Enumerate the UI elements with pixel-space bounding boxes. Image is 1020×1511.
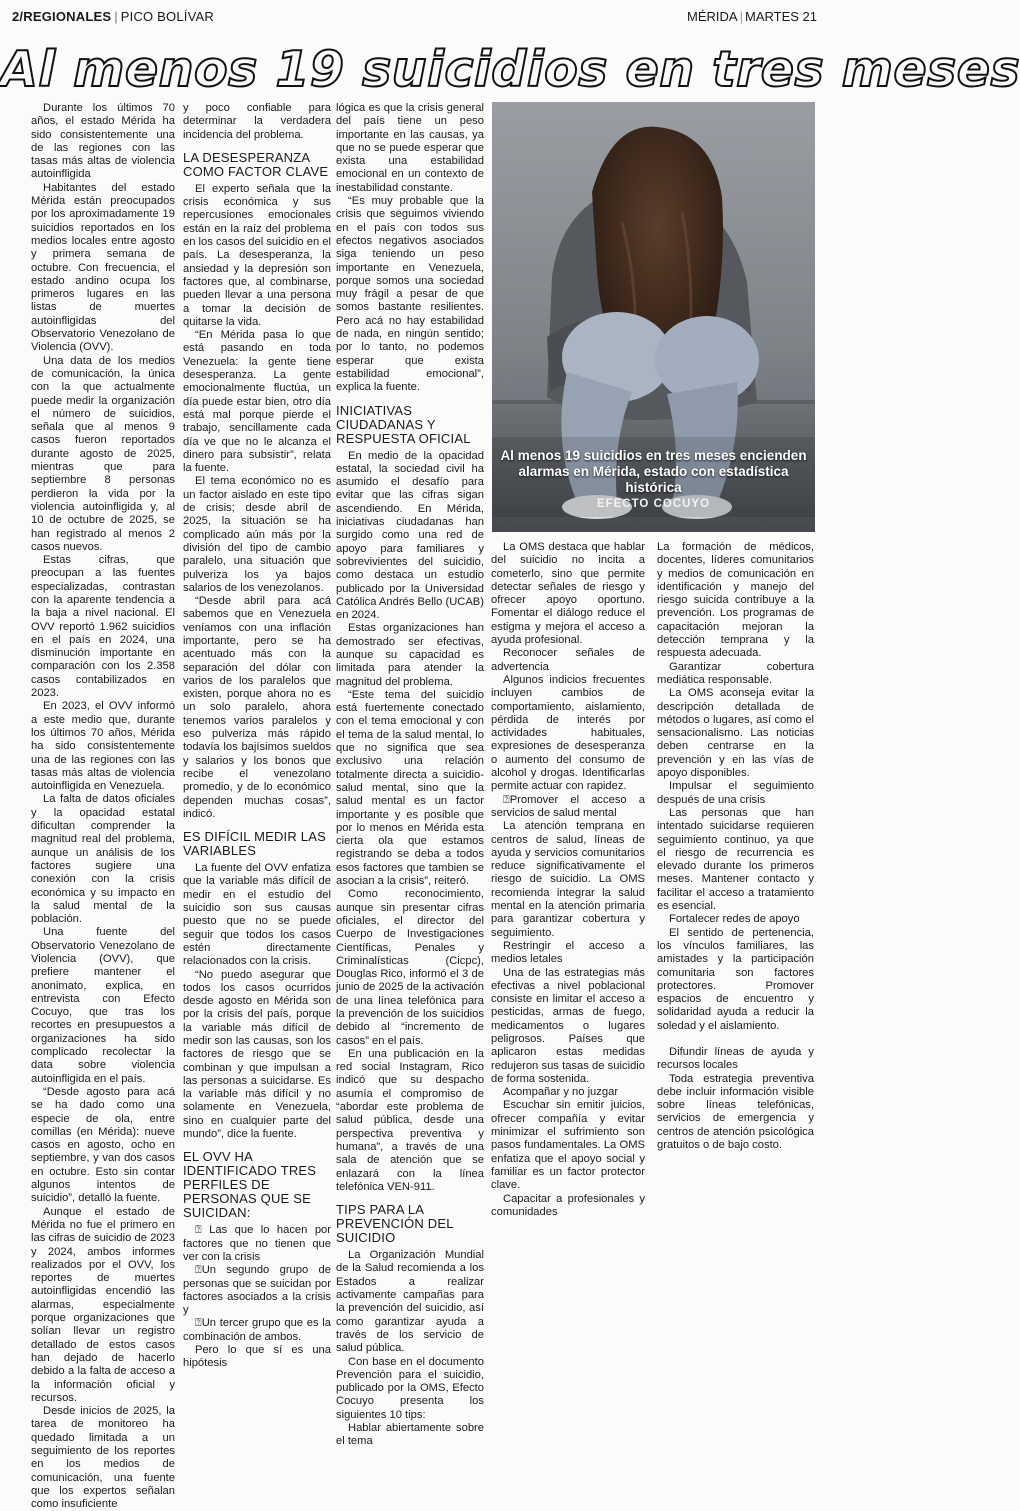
- article-photo: [492, 102, 815, 532]
- paragraph: “No puedo asegurar que todos los casos ocurridos desde agosto en Mérida son por la crisis del país, porque la variable más difícil de medir son las causas, son los factores de riesgo que se combinan y que impulsan a las personas a suicidarse. Es la variable más difícil y no solamente en Venezuela, sino en cualquier parte del mundo”, dice la fuente.: [183, 968, 331, 1141]
- paragraph: Toda estrategia preventiva debe incluir información visible sobre líneas telefónicas, servicios de emergencia y centros de atención psicológica gratuitos o de bajo costo.: [657, 1072, 814, 1152]
- article-column-5: [657, 541, 814, 1152]
- header-date: MARTES 21: [744, 9, 817, 24]
- paragraph: Las personas que han intentado suicidarse requieren seguimiento continuo, ya que el riesgo de recurrencia es elevado durante los primeros meses. Mantener contacto y facilitar el acceso a tratamiento es esencial.: [657, 806, 814, 913]
- paragraph: La OMS destaca que hablar del suicidio no incita a cometerlo, sino que permite detectar señales de riesgo y ofrecer apoyo oportuno. Fomentar el diálogo reduce el estigma y mejora el acceso a ayuda profesional.: [491, 541, 645, 647]
- section-heading: TIPS PARA LA PREVENCIÓN DEL SUICIDIO: [336, 1202, 454, 1246]
- paragraph: Habitantes del estado Mérida están preocupados por los aproximadamente 19 suicidios reportados en los medios locales entre agosto y primera semana de octubre. Con frecuencia, el estado andino ocupa los primeros lugares en las listas de muertes autoinfligidas del Observatorio Venezolano de Violencia (OVV).: [31, 181, 175, 354]
- paragraph: Hablar abiertamente sobre el tema: [336, 1422, 484, 1448]
- paragraph: lógica es que la crisis general del país tiene un peso importante en las causas, ya que no se puede esperar que exista una estabilidad emocional en un contexto de inestabilidad constante.: [336, 102, 484, 194]
- tip-heading: Garantizar cobertura mediática responsable.: [657, 660, 814, 686]
- photo-credit: EFECTO COCUYO: [596, 498, 711, 510]
- paragraph: En una publicación en la red social Instagram, Rico indicó que su despacho asumía el compromiso de “abordar este problema de salud pública, desde una perspectiva preventiva y humana”, a través de una sala de atención que se enlazará con la línea telefónica VEN-911.: [336, 1047, 484, 1193]
- paragraph: Aunque el estado de Mérida no fue el primero en las cifras de suicidio de 2023 y 2024, ambos informes realizados por el OVV, los reportes de muertes autoinfligidas encendió las alarmas, especialmente porque organizaciones que solían llevar un registro detallado de estos casos han dejado de hacerlo debido a la falta de acceso a la información oficial y recursos.: [31, 1205, 175, 1404]
- paragraph: “Es muy probable que la crisis que seguimos viviendo en el país con todos sus efectos negativos asociados siga teniendo un peso importante en Venezuela, porque somos una sociedad muy frágil a pesar de que somos bastante resilientes. Pero acá no hay estabilidad de nada, en ningún sentido; por lo tanto, no podemos esperar que exista estabilidad emocional”, explica la fuente.: [336, 195, 484, 394]
- paragraph: En medio de la opacidad estatal, la sociedad civil ha asumido el desafío para evitar que las cifras sigan ascendiendo. En Mérida, iniciativas ciudadanas han surgido como una red de apoyo para familiares y sobrevivientes del suicidio, como destaca un estudio publicado por la Universidad Católica Andrés Bello (UCAB) en 2024.: [336, 449, 484, 622]
- page-header: [0, 0, 843, 28]
- paragraph: La falta de datos oficiales y la opacidad estatal dificultan comprender la magnitud real del problema, aunque un análisis de los factores sugiere una conexión con la crisis económica y su impacto en la salud mental de la población.: [31, 793, 175, 926]
- photo-caption: Al menos 19 suicidios en tres meses encienden alarmas en Mérida, estado con estadística histórica: [500, 448, 807, 495]
- section-heading: EL OVV HA IDENTIFICADO TRES PERFILES DE PERSONAS QUE SE SUICIDAN:: [183, 1149, 317, 1221]
- paragraph: Estas cifras, que preocupan a las fuentes especializadas, contrastan con la aparente tendencia a la baja a nivel nacional. El OVV reportó 1.962 suicidios en el país en 2024, una disminución importante en comparación con los 2.358 casos contabilizados en 2023.: [31, 554, 175, 700]
- section-heading: INICIATIVAS CIUDADANAS Y RESPUESTA OFICIAL: [336, 402, 471, 446]
- list-item: ⍰Un tercer grupo que es la combinación de ambos.: [183, 1317, 331, 1343]
- paragraph: Una data de los medios de comunicación, la única con la que actualmente puede medir la organización el número de suicidios, señala que al menos 9 casos fueron reportados durante agosto de 2025, mientras que para septiembre 8 personas perdieron la vida por la violencia autoinfligida y, al 10 de octubre de 2025, se han registrado al menos 2 casos nuevos.: [31, 354, 175, 553]
- date-separator: |: [739, 9, 743, 24]
- tip-heading: ⍰Promover el acceso a servicios de salud mental: [491, 793, 645, 819]
- spacer: [657, 1033, 814, 1046]
- section-label: 2/REGIONALES: [12, 9, 112, 24]
- article-column-2: [183, 102, 331, 1371]
- paragraph: Desde inicios de 2025, la tarea de monitoreo ha quedado limitada a un seguimiento de los reportes en los medios de comunicación, una fuente que los expertos señalan como insuficiente: [31, 1405, 175, 1511]
- paragraph: La formación de médicos, docentes, líderes comunitarios y medios de comunicación en identificación y manejo del riesgo suicida contribuye a la prevención. Los programas de capacitación mejoran la detección temprana y la respuesta adecuada.: [657, 541, 814, 660]
- paragraph: La Organización Mundial de la Salud recomienda a los Estados a realizar activamente campañas para la prevención del suicidio, así como garantizar ayuda a través de los servicio de salud pública.: [336, 1249, 484, 1355]
- paragraph: “Desde agosto para acá se ha dado como una especie de ola, entre comillas (en Mérida): nueve casos en agosto, ocho en septiembre, y van dos casos en octubre. Esto sin contar algunos intentos de suicidio”, detalló la fuente.: [31, 1085, 175, 1205]
- tip-heading: Fortalecer redes de apoyo: [669, 913, 800, 926]
- paragraph: Escuchar sin emitir juicios, ofrecer compañía y evitar minimizar el sufrimiento son pasos fundamentales. La OMS enfatiza que el apoyo social y familiar es un factor protector clave.: [491, 1099, 645, 1192]
- list-item: ⍰Un segundo grupo de personas que se suicidan por factores asociados a la crisis y: [183, 1264, 331, 1317]
- paragraph: Una fuente del Observatorio Venezolano de Violencia (OVV), que prefiere mantener el anonimato, explica, en entrevista con Efecto Cocuyo, que tras los recortes en presupuestos a organizaciones ha sido complicado recolectar la data sobre violencia autoinfligida en el país.: [31, 926, 175, 1085]
- list-item: ⍰ Las que lo hacen por factores que no tienen que ver con la crisis: [183, 1224, 331, 1263]
- section-heading: ES DIFÍCIL MEDIR LAS VARIABLES: [183, 829, 326, 859]
- article-column-1: [31, 102, 175, 1511]
- paragraph: El experto señala que la crisis económica y sus repercusiones emocionales están en la raíz del problema en los casos del suicidio en el país. La desesperanza, la ansiedad y la depresión son factores que, al combinarse, pueden llevar a una persona a tomar la decisión de quitarse la vida.: [183, 182, 332, 328]
- tip-heading: Capacitar a profesionales y comunidades: [491, 1192, 645, 1218]
- tip-heading: Acompañar y no juzgar: [503, 1086, 619, 1099]
- paragraph: y poco confiable para determinar la verdadera incidencia del problema.: [183, 102, 331, 141]
- paragraph: El tema económico no es un factor aislado en este tipo de crisis; desde abril de 2025, la situación se ha complicado aún más por la división del tipo de cambio paralelo, una situación que pulveriza los ya bajos salarios de los venezolanos.: [183, 475, 331, 594]
- column-name: PICO BOLÍVAR: [120, 9, 214, 24]
- paragraph: Como reconocimiento, aunque sin presentar cifras oficiales, el director del Cuerpo de Investigaciones Científicas, Penales y Criminalísticas (Cicpc), Douglas Rico, informó el 3 de junio de 2025 de la activación de una línea telefónica para la prevención de los suicidios debido al “incremento de casos” en el país.: [336, 888, 484, 1047]
- paragraph: La OMS aconseja evitar la descripción detallada de métodos o lugares, así como el sensacionalismo. Las noticias deben centrarse en la prevención y en las vías de apoyo disponibles.: [657, 687, 814, 780]
- article-column-4: [491, 541, 645, 1219]
- tip-heading: Impulsar el seguimiento después de una crisis: [657, 780, 814, 806]
- paragraph: Estas organizaciones han demostrado ser efectivas, aunque su capacidad es limitada para atender la magnitud del problema.: [336, 622, 484, 688]
- paragraph: “Desde abril para acá sabemos que en Venezuela veníamos con una inflación importante, pero se ha acentuado más con la separación del dólar con varios de los paralelos que existen, porque ahora no es un solo paralelo, ahora tenemos varios paralelos y eso pulveriza más rápido todavía los bajísimos sueldos y salarios y los bonos que recibe el venezolano promedio, y de lo económico dependen muchas cosas”, indicó.: [183, 595, 331, 820]
- header-separator: |: [114, 9, 118, 24]
- paragraph: “En Mérida pasa lo que está pasando en toda Venezuela: la gente tiene desesperanza. La gente emocionalmente fluctúa, un día puede estar bien, otro día está mal porque pierde el trabajo, sencillamente cada día ve que no le alcanza el dinero para subsistir”, relata la fuente.: [183, 329, 331, 475]
- headline: Al menos 19 suicidios en tres meses: [0, 41, 1020, 98]
- paragraph: Una de las estrategias más efectivas a nivel poblacional consiste en limitar el acceso a pesticidas, armas de fuego, medicamentos o lugares peligrosos. Países que aplicaron estas medidas redujeron sus tasas de suicidio de forma sostenida.: [491, 966, 645, 1085]
- header-left: [12, 9, 214, 24]
- section-heading: LA DESESPERANZA COMO FACTOR CLAVE: [183, 149, 329, 179]
- header-right: [687, 9, 817, 24]
- tip-heading: Difundir líneas de ayuda y recursos locales: [657, 1045, 814, 1072]
- paragraph: La atención temprana en centros de salud, líneas de ayuda y servicios comunitarios reduce significativamente el riesgo de suicidio. La OMS recomienda integrar la salud mental en la atención primaria para garantizar cobertura y seguimiento.: [491, 820, 645, 939]
- paragraph: El sentido de pertenencia, los vínculos familiares, las amistades y la participación comunitaria son factores protectores. Promover espacios de encuentro y solidaridad ayuda a reducir la soledad y el aislamiento.: [657, 926, 814, 1032]
- paragraph: Durante los últimos 70 años, el estado Mérida ha sido consistentemente una de las regiones con las tasas más altas de violencia autoinfligida: [31, 102, 175, 181]
- paragraph: Pero lo que sí es una hipótesis: [183, 1344, 331, 1370]
- paragraph: En 2023, el OVV informó a este medio que, durante los últimos 70 años, Mérida ha sido consistentemente una de las regiones con las tasas más altas de violencia autoinfligida en Venezuela.: [31, 700, 175, 793]
- paragraph: Algunos indicios frecuentes incluyen cambios de comportamiento, aislamiento, pérdida de interés por actividades habituales, expresiones de desesperanza o aumento del consumo de alcohol y drogas. Identificarlas permite actuar con rapidez.: [491, 673, 645, 793]
- article-column-3: [336, 102, 484, 1449]
- tip-heading: Reconocer señales de advertencia: [491, 647, 645, 673]
- header-city: MÉRIDA: [687, 9, 738, 24]
- paragraph: “Este tema del suicidio está fuertemente conectado con el tema emocional y con el tema de la salud mental, lo que no significa que sea exclusivo una relación totalmente directa a suicidio-salud mental, sino que la salud mental es un factor importante y es posible que por lo menos en Mérida esta cierta ola que estamos registrando se deba a todos esos factores que tambien se asocian a la crisis”, reiteró.: [336, 688, 484, 888]
- tip-heading: Restringir el acceso a medios letales: [491, 939, 645, 966]
- paragraph: Con base en el documento Prevención para el suicidio, publicado por la OMS, Efecto Cocuyo presenta los siguientes 10 tips:: [336, 1355, 484, 1421]
- paragraph: La fuente del OVV enfatiza que la variable más difícil de medir en el estudio del suicidio son sus causas puesto que no se puede seguir que todos los casos estén directamente relacionados con la crisis.: [183, 862, 331, 968]
